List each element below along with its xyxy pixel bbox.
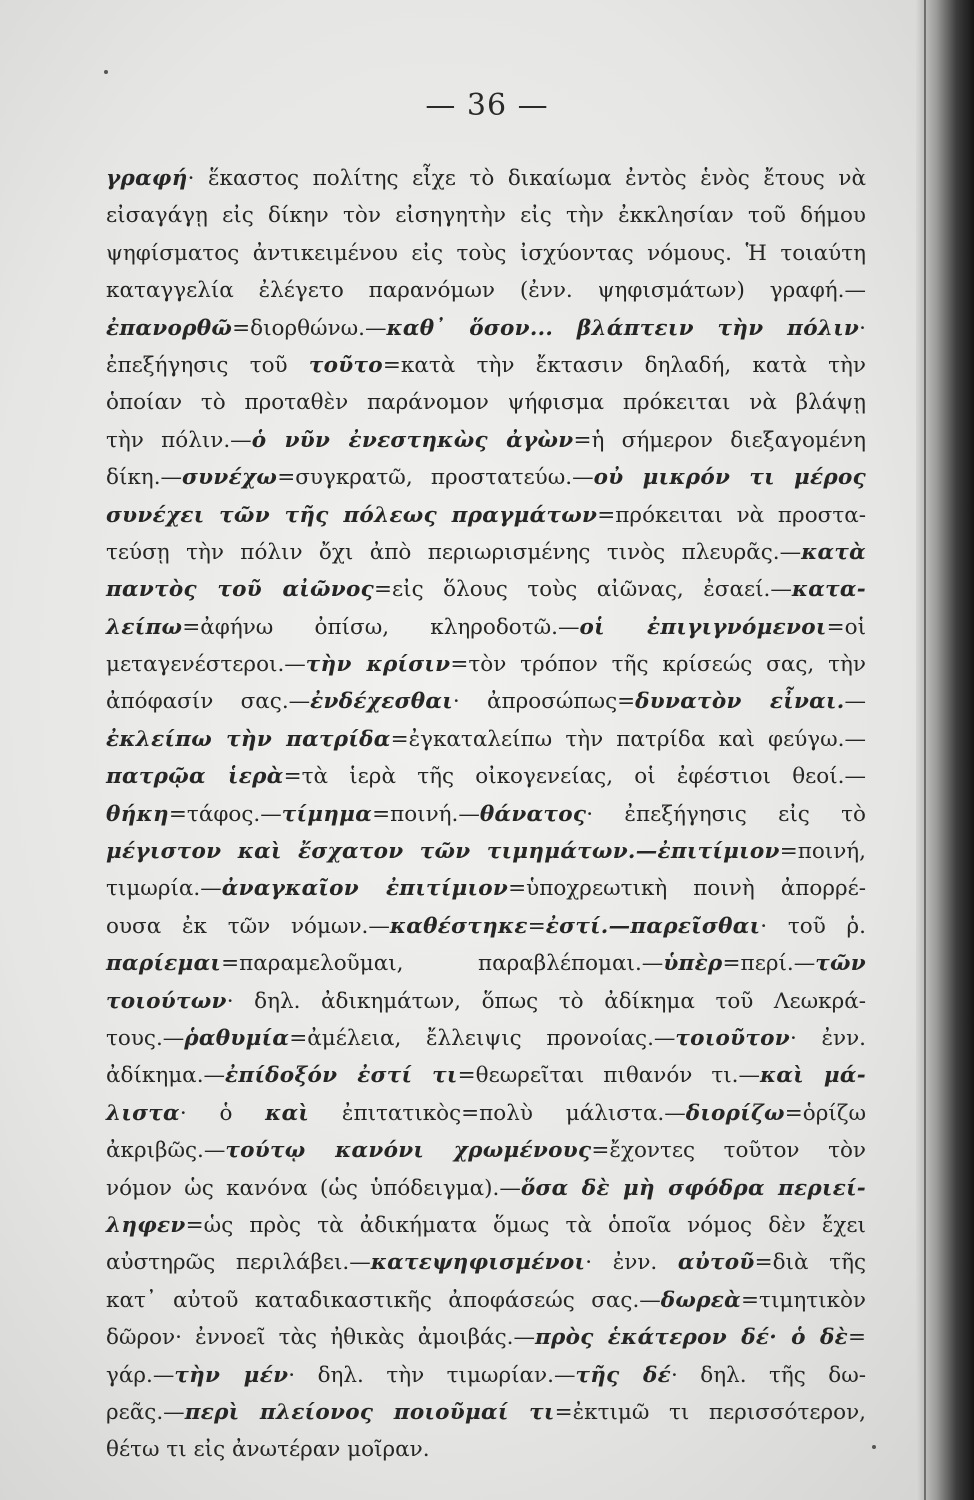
text-line [106,160,866,197]
gloss-text: =τὰ ἱερὰ τῆς οἰκογενείας, οἱ ἐφέστιοι θεοί.— [283,764,866,790]
text-line [106,796,866,833]
gloss-text: μεταγενέστεροι.— [106,652,306,678]
gloss-text: =διὰ τῆς [754,1250,866,1276]
gloss-text: =ὁρίζω [784,1100,867,1126]
lemma-term: αὐτοῦ [677,1250,755,1276]
gloss-text: γάρ.— [106,1362,175,1388]
gloss-text: =πρόκειται νὰ προστα- [597,502,866,528]
lemma-term: παντὸς τοῦ αἰῶνος [106,577,375,603]
gloss-text: θέτω τι εἰς ἀνωτέραν μοῖραν. [106,1437,430,1463]
lemma-term: παρίεμαι [106,951,222,977]
text-line [106,1244,866,1281]
lemma-term: ἐκλείπω τὴν πατρίδα [106,726,391,752]
text-line [106,422,866,459]
text-line [106,983,866,1020]
gloss-text: =ποινή, [779,839,866,865]
text-line [106,1095,866,1132]
text-line [106,721,866,758]
lemma-term: ὁ νῦν ἐνεστηκὼς ἀγὼν [251,427,574,453]
gloss-text: ουσα ἐκ τῶν νόμων.— [106,913,390,939]
gloss-text: · δηλ. τῆς δω- [670,1362,867,1388]
gloss-text: · ἀπροσώπως= [452,689,636,715]
gloss-text: =οἱ [826,614,866,640]
ink-speck [872,1445,876,1449]
lemma-term: θάνατος [479,801,587,827]
lemma-term: τοῦτο [308,352,383,378]
gloss-text: · τοῦ ῥ. [760,913,867,939]
lemma-term: ὑπὲρ [663,951,723,977]
lemma-term: ῥαθυμία [184,1025,290,1051]
text-line [106,272,866,309]
lemma-term: καθέστηκε [389,913,528,939]
gloss-text: =παραμελοῦμαι, παραβλέπομαι.— [221,951,664,977]
text-line [106,833,866,870]
gloss-text: =ἡ σήμερον διεξαγομένη [573,427,866,453]
text-line [106,945,866,982]
text-line [106,1282,866,1319]
gloss-text: · δηλ. ἀδικημάτων, ὅπως τὸ ἀδίκημα τοῦ Λεωκρά- [226,988,866,1014]
text-line [106,310,866,347]
text-line [106,197,866,234]
lemma-term: τοιούτων [106,988,227,1014]
text-line [106,235,866,272]
text-line [106,534,866,571]
text-line [106,908,866,945]
text-line [106,1357,866,1394]
gloss-text: · ἐνν. [790,1025,866,1051]
book-gutter-shadow [916,0,974,1500]
gloss-text: εἰσαγάγῃ εἰς δίκην τὸν εἰσηγητὴν εἰς τὴν ἐκκλησίαν τοῦ δήμου [106,203,866,229]
text-line [106,683,866,720]
lemma-term: ἐνδέχεσθαι [310,689,453,715]
gloss-text: =περί.— [722,951,816,977]
text-line [106,1207,866,1244]
gloss-text: =τὸν τρόπον τῆς κρίσεώς σας, τὴν [450,652,866,678]
text-line [106,1132,866,1169]
page-number: — 36 — [425,88,549,123]
gloss-text: νόμον ὡς κανόνα (ὡς ὑπόδειγμα).— [106,1175,521,1201]
gloss-text: ἀπόφασίν σας.— [106,689,311,715]
gloss-text: =τιμητικὸν [741,1287,866,1313]
lemma-term: λιστα [106,1100,180,1126]
lemma-term: περὶ πλείονος ποιοῦμαί τι [184,1399,555,1425]
gloss-text: =ἔχοντες τοῦτον τὸν [591,1138,866,1164]
lemma-term: τῶν [815,951,866,977]
text-line [106,459,866,496]
text-line [106,758,866,795]
lemma-term: κατεψηφισμένοι [370,1250,586,1276]
gloss-text: =θεωρεῖται πιθανόν τι.— [457,1063,760,1089]
lemma-term: δωρεὰ [660,1287,742,1313]
gloss-text: — [844,689,866,715]
lemma-term: κατὰ [801,539,866,565]
ink-speck [104,70,108,74]
lemma-term: τούτῳ κανόνι χρωμένους [225,1138,592,1164]
gloss-text: ἐπεξήγησις τοῦ [106,352,309,378]
lemma-term: συνέχει τῶν τῆς πόλεως πραγμάτων [106,502,598,528]
gloss-text: ρεᾶς.— [106,1399,185,1425]
gloss-text: =διορθώνω.— [232,315,387,341]
gloss-text: δίκη.— [106,465,183,491]
text-line [106,1020,866,1057]
gloss-text: κατ᾽ αὐτοῦ καταδικαστικῆς ἀποφάσεώς σας.— [106,1287,661,1313]
gloss-text: = [847,1325,866,1351]
lemma-term: ὅσα δὲ μὴ σφόδρα περιεί- [520,1175,867,1201]
gloss-text: =ὑποχρεωτικὴ ποινὴ ἀπορρέ- [508,876,866,902]
lemma-term: τοιοῦτον [675,1025,790,1051]
text-line [106,347,866,384]
gloss-text: · ἐπεξήγησις εἰς τὸ [586,801,866,827]
gloss-text: τιμωρία.— [106,876,222,902]
lemma-term: διορίζω [685,1100,785,1126]
lemma-term: τὴν κρίσιν [305,652,451,678]
lemma-term: ἀναγκαῖον ἐπιτίμιον [221,876,509,902]
gloss-text: · ὁ [179,1100,266,1126]
gloss-text: · δηλ. τὴν τιμωρίαν.— [288,1362,576,1388]
gloss-text: =ὡς πρὸς τὰ ἀδικήματα ὅμως τὰ ὁποῖα νόμος δὲν ἔχει [185,1212,866,1238]
text-line [106,609,866,646]
text-line [106,1431,866,1468]
lemma-term: πατρῷα ἱερὰ [106,764,284,790]
gloss-text: ἀδίκημα.— [106,1063,226,1089]
gloss-text: · ἐνν. [585,1250,678,1276]
lemma-term: ἐπανορθῶ [106,315,233,341]
text-line [106,1319,866,1356]
lemma-term: καὶ μά- [760,1063,866,1089]
gloss-text: =ἀφήνω ὀπίσω, κληροδοτῶ.— [182,614,580,640]
gloss-text: καταγγελία ἐλέγετο παρανόμων (ἐνν. ψηφισμάτων) γραφή.— [106,278,866,304]
lemma-term: κατα- [791,577,866,603]
lemma-term: λείπω [106,614,183,640]
text-line [106,646,866,683]
lemma-term: πρὸς ἑκάτερον δέ· ὁ δὲ [534,1325,848,1351]
gloss-text: =συγκρατῶ, προστατεύω.— [277,465,594,491]
gloss-text: τους.— [106,1025,185,1051]
gloss-text: =τάφος.— [168,801,282,827]
lemma-term: ἐστί.—παρεῖσθαι [545,913,761,939]
text-line [106,571,866,608]
gloss-text: ὁποίαν τὸ προταθὲν παράνομον ψήφισμα πρόκειται νὰ βλάψῃ [106,390,866,416]
text-line [106,384,866,421]
gloss-text: =ἐγκαταλείπω τὴν πατρίδα καὶ φεύγω.— [390,726,866,752]
gloss-text: δῶρον· ἐννοεῖ τὰς ἠθικὰς ἀμοιβάς.— [106,1325,535,1351]
gloss-text: τὴν πόλιν.— [106,427,252,453]
gloss-text: =εἰς ὅλους τοὺς αἰῶνας, ἐσαεί.— [374,577,792,603]
gloss-text: =ἀμέλεια, ἔλλειψις προνοίας.— [289,1025,676,1051]
text-line [106,1057,866,1094]
gloss-text: αὐστηρῶς περιλάβει.— [106,1250,371,1276]
lemma-term: μέγιστον καὶ ἔσχατον τῶν τιμημάτων.—ἐπιτίμιον [106,839,780,865]
gloss-text: =κατὰ τὴν ἔκτασιν δηλαδή, κατὰ τὴν [382,352,866,378]
lemma-term: δυνατὸν εἶναι. [635,689,845,715]
lemma-term: καὶ [265,1100,310,1126]
text-line [106,1394,866,1431]
gloss-text: · ἕκαστος πολίτης εἶχε τὸ δικαίωμα ἐντὸς ἑνὸς ἔτους νὰ [187,166,866,191]
text-line [106,870,866,907]
gloss-text: ἀκριβῶς.— [106,1138,226,1164]
gloss-text: =ἐκτιμῶ τι περισσότερον, [554,1399,867,1425]
lemma-term: θήκη [106,801,169,827]
text-line [106,497,866,534]
gloss-text: =ποινή.— [372,801,480,827]
lemma-term: οὐ μικρόν τι μέρος [593,465,866,491]
lemma-term: τίμημα [281,801,373,827]
lemma-term: γραφή [106,166,188,191]
text-line [106,1170,866,1207]
lemma-term: οἱ ἐπιγιγνόμενοι [579,614,827,640]
gloss-text: ἐπιτατικὸς=πολὺ μάλιστα.— [309,1100,686,1126]
lemma-term: ληφεν [106,1212,186,1238]
glossary-text-block [106,160,866,1469]
lemma-term: καθ᾽ ὅσον... βλάπτειν τὴν πόλιν [386,315,860,341]
gloss-text: ψηφίσματος ἀντικειμένου εἰς τοὺς ἰσχύοντας νόμους. Ἡ τοιαύτη [106,240,866,266]
gloss-text: = [527,913,546,939]
gloss-text: · [859,315,866,341]
lemma-term: συνέχω [182,465,278,491]
gloss-text: τεύσῃ τὴν πόλιν ὄχι ἀπὸ περιωρισμένης τινὸς πλευρᾶς.— [106,539,802,565]
lemma-term: τὴν μέν [174,1362,289,1388]
lemma-term: ἐπίδοξόν ἐστί τι [225,1063,458,1089]
lemma-term: τῆς δέ [575,1362,671,1388]
